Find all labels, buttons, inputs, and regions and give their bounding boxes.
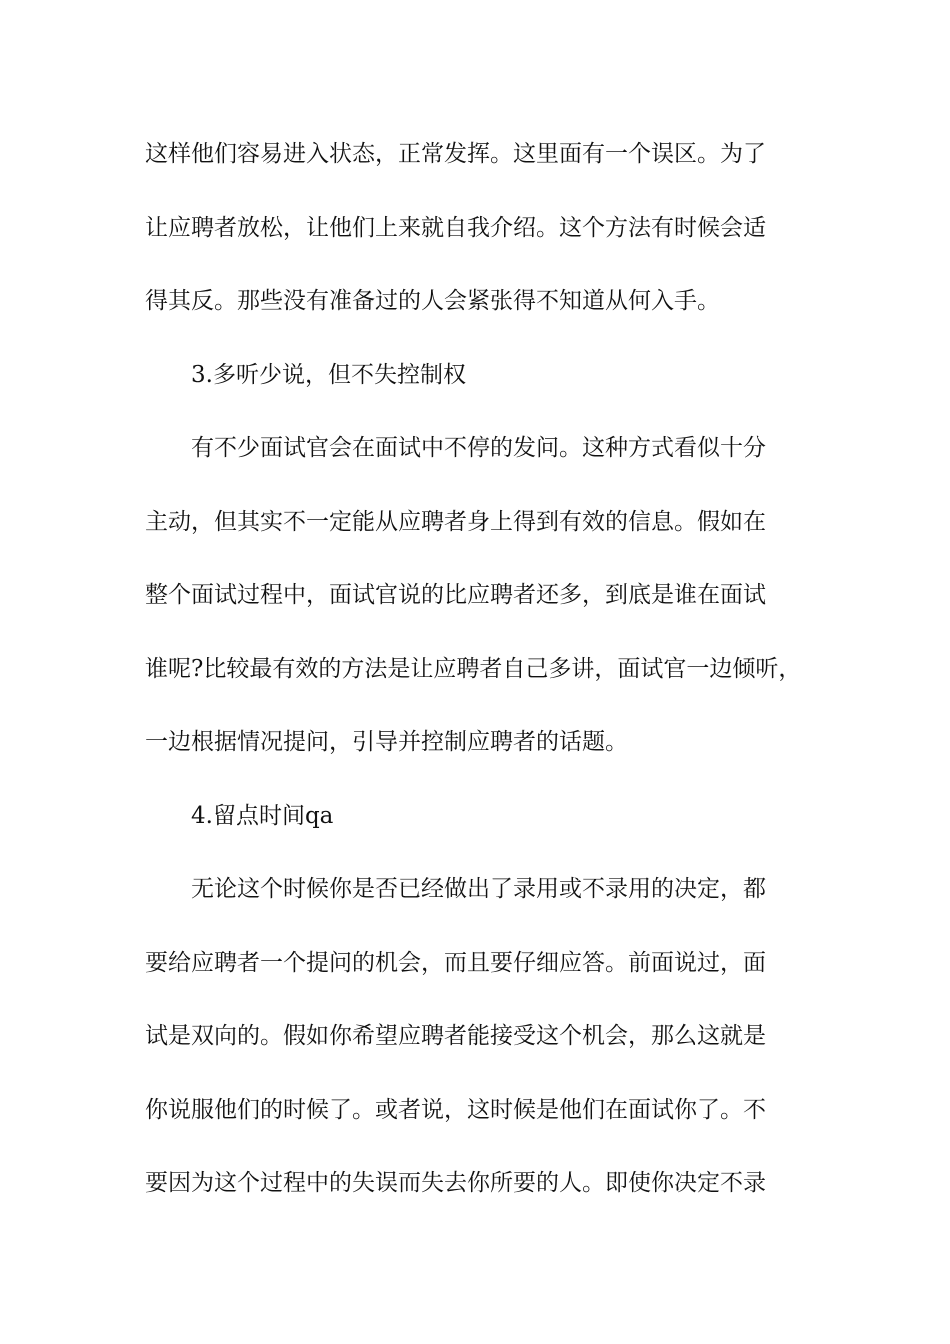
text-line-15: 要因为这个过程中的失误而失去你所要的人。即使你决定不录 <box>145 1170 766 1196</box>
text-line-14: 你说服他们的时候了。或者说，这时候是他们在面试你了。不 <box>145 1096 766 1123</box>
text-line-1: 这样他们容易进入状态，正常发挥。这里面有一个误区。为了 <box>145 141 766 167</box>
section-heading-3: 3.多听少说，但不失控制权 <box>191 361 466 388</box>
section-heading-4: 4.留点时间qa <box>191 802 334 829</box>
text-line-9: 一边根据情况提问，引导并控制应聘者的话题。 <box>145 729 628 755</box>
text-line-5: 有不少面试官会在面试中不停的发问。这种方式看似十分 <box>191 435 766 461</box>
text-line-11: 无论这个时候你是否已经做出了录用或不录用的决定，都 <box>191 876 766 902</box>
text-line-7: 整个面试过程中，面试官说的比应聘者还多，到底是谁在面试 <box>145 582 766 608</box>
text-line-6: 主动，但其实不一定能从应聘者身上得到有效的信息。假如在 <box>145 508 766 535</box>
text-line-8: 谁呢?比较最有效的方法是让应聘者自己多讲，面试官一边倾听， <box>145 655 802 682</box>
body-text <box>145 118 820 1221</box>
text-line-13: 试是双向的。假如你希望应聘者能接受这个机会，那么这就是 <box>145 1023 766 1049</box>
text-line-2: 让应聘者放松，让他们上来就自我介绍。这个方法有时候会适 <box>145 214 766 241</box>
text-line-12: 要给应聘者一个提问的机会，而且要仔细应答。前面说过，面 <box>145 949 766 976</box>
text-line-3: 得其反。那些没有准备过的人会紧张得不知道从何入手。 <box>145 288 720 314</box>
